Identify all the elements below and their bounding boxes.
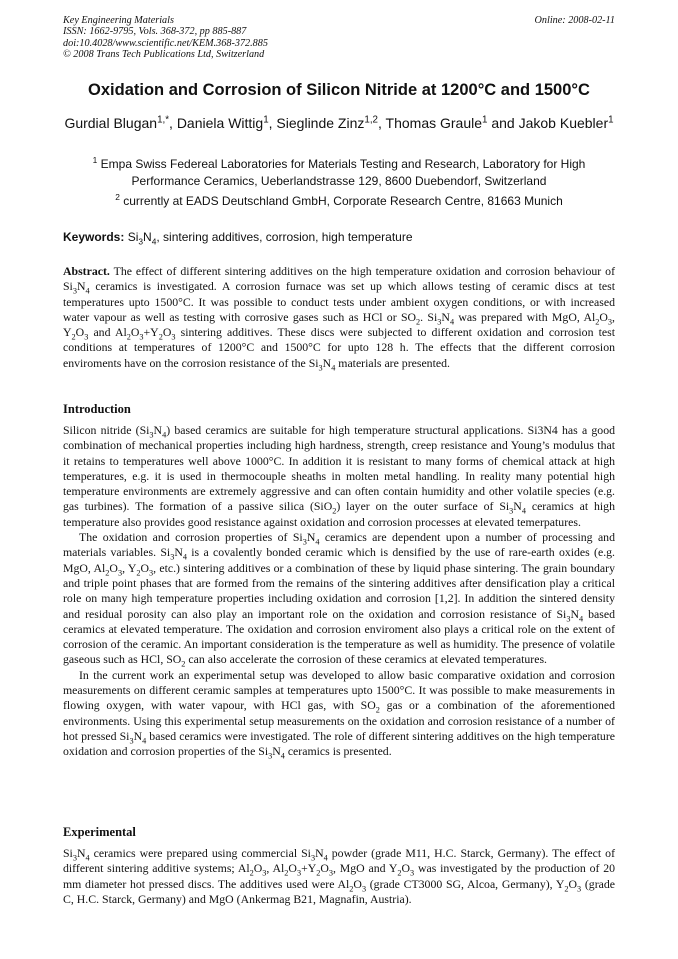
affiliation-number: 1 [92, 155, 98, 165]
abstract: Abstract. The effect of different sintering additives on the high temperature oxidation and corrosion behaviour of $Si_3N_4$ ceramics is investigated. A corrosion furnace was set up which allows testing of ceramic discs at test temperatures upto 1500°C. It was possible to conduct tests under ambient oxygen conditions, or with increased water vapour as well as testing with corrosive gases such as HCl or $SO_2$. $Si_3N_4$ was prepared with MgO, $Al_2O_3$, $Y_2O_3$ and $Al_2O_3+Y_2O_3$ sintering additives. These discs were subjected to different oxidation and corrosion test conditions at temperatures of 1200°C and 1500°C for upto 128 h. The effects that the different corrosion enviroments have on the corrosion resistance of the $Si_3N_4$ materials are presented. [63, 264, 615, 373]
online-date: Online: 2008-02-11 [534, 15, 615, 26]
author-name: , Sieglinde Zinz [268, 115, 365, 131]
affiliation-1 [63, 156, 615, 189]
author-name: , Thomas Graule [378, 115, 483, 131]
journal-header [63, 15, 615, 60]
paragraph: In the current work an experimental setup was developed to allow basic comparative oxidation and corrosion measurements on different ceramic samples at temperatures upto 1500°C. It was possible to make measurements in flowing oxygen, with water vapour, with HCl gas, with $SO_2$ gas or a combination of the aforementioned environments. Using this experimental setup measurements on the oxidation and corrosion resistance of a number of hot pressed $Si_3N_4$ based ceramics were investigated. The role of different sintering additives on the high temperature oxidation and corrosion properties of the $Si_3N_4$ ceramics is presented. [63, 667, 615, 761]
affiliation-mark: 1 [482, 114, 488, 126]
paragraph: Silicon nitride $(Si_3N_4)$ based ceramics are suitable for high temperature structural applications. Si3N4 has a good combination of mechanical properties including high hardness, strength, creep resistance and Young’s modulus that it retains to temperatures well above 1000°C. In addition it is resistant to many forms of chemical attack at high temperatures, e.g. it is used in thermocouple sheaths in molten metal handling. In reality many potential high temperature environments are extremely aggressive and can often contain humidity and other volatile species (e.g. gas turbines). The formation of a passive silica (SiO$_2$) layer on the outer surface of $Si_3N_4$ ceramics at high temperature also provides good resistance against oxidation and corrosion processes at elevated temerpatures. [63, 423, 615, 529]
affiliation-mark: 1 [608, 114, 614, 126]
paragraph: $Si_3N_4$ ceramics were prepared using commercial $Si_3N_4$ powder (grade M11, H.C. Starck, Germany). The effect of different sintering additive systems; $Al_2O_3$, $Al_2O_3+Y_2O_3$, MgO and $Y_2O_3$ was investigated by the production of 20 mm diameter hot pressed discs. The additives used were $Al_2O_3$ (grade CT3000 SG, Alcoa, Germany), $Y_2O_3$ (grade C, H.C. Starck, Germany) and MgO (Ankermag B21, Magnafin, Austria). [63, 846, 616, 906]
author-name: , Daniela Wittig [169, 115, 264, 131]
paragraph: The oxidation and corrosion properties of $Si_3N_4$ ceramics are dependent upon a number of processing and materials variables. $Si_3N_4$ is a covalently bonded ceramic which is densified by the use of rare-earth oxides (e.g. MgO, $Al_2O_3$, $Y_2O_3$, etc.) sintering additives or a combination of these by liquid phase sintering. The grain boundary and triple point phases that are formed from the remains of the sintering additives after densification play a critical role on many high temperature properties including oxidation and corrosion [1,2]. In addition the sintered density and residual porosity can also play an important role on the oxidation and corrosion resistance of $Si_3N_4$ based ceramics at elevated temperature. The oxidation and corrosion enviroment also plays a critical role on the extent of corrosion of the ceramic. An important consideration is the temperature as well as humidity. The presence of volatile gaseous such as HCl, $SO_2$ can also accelerate the corrosion of these ceramics at elevated temperatures. [63, 530, 615, 669]
keywords-label: Keywords: [63, 230, 125, 244]
affiliation-mark: 1,* [157, 114, 170, 126]
author-list [63, 114, 615, 133]
affiliation-number: 2 [115, 192, 120, 202]
journal-name: Key Engineering Materials [63, 15, 174, 26]
experimental-body [63, 846, 615, 907]
affiliation-2 [63, 193, 615, 210]
affiliation-text: Empa Swiss Federeal Laboratories for Materials Testing and Research, Laboratory for High Performance Ceramics, Ueberlandstrasse 129, 8600 Duebendorf, Switzerland [97, 157, 586, 188]
copyright-line: © 2008 Trans Tech Publications Ltd, Switzerland [63, 48, 265, 60]
section-heading-introduction: Introduction [63, 402, 131, 416]
paper-title: Oxidation and Corrosion of Silicon Nitride at 1200°C and 1500°C [88, 81, 590, 99]
issn-line: ISSN: 1662-9795, Vols. 368-372, pp 885-887 [63, 26, 247, 38]
affiliation-mark: 1,2 [364, 114, 378, 126]
affiliation-mark: 1 [263, 114, 269, 126]
affiliation-text: currently at EADS Deutschland GmbH, Corporate Research Centre, 81663 Munich [119, 194, 563, 208]
section-heading-experimental: Experimental [63, 825, 136, 839]
abstract-label: Abstract. [63, 264, 110, 278]
introduction-body [63, 423, 615, 760]
author-name: Gurdial Blugan [64, 115, 158, 131]
doi-line: doi:10.4028/www.scientific.net/KEM.368-372.885 [63, 37, 268, 49]
keywords: Keywords: $Si_3N_4$, sintering additives, corrosion, high temperature [63, 230, 413, 247]
author-name: and Jakob Kuebler [487, 115, 609, 131]
